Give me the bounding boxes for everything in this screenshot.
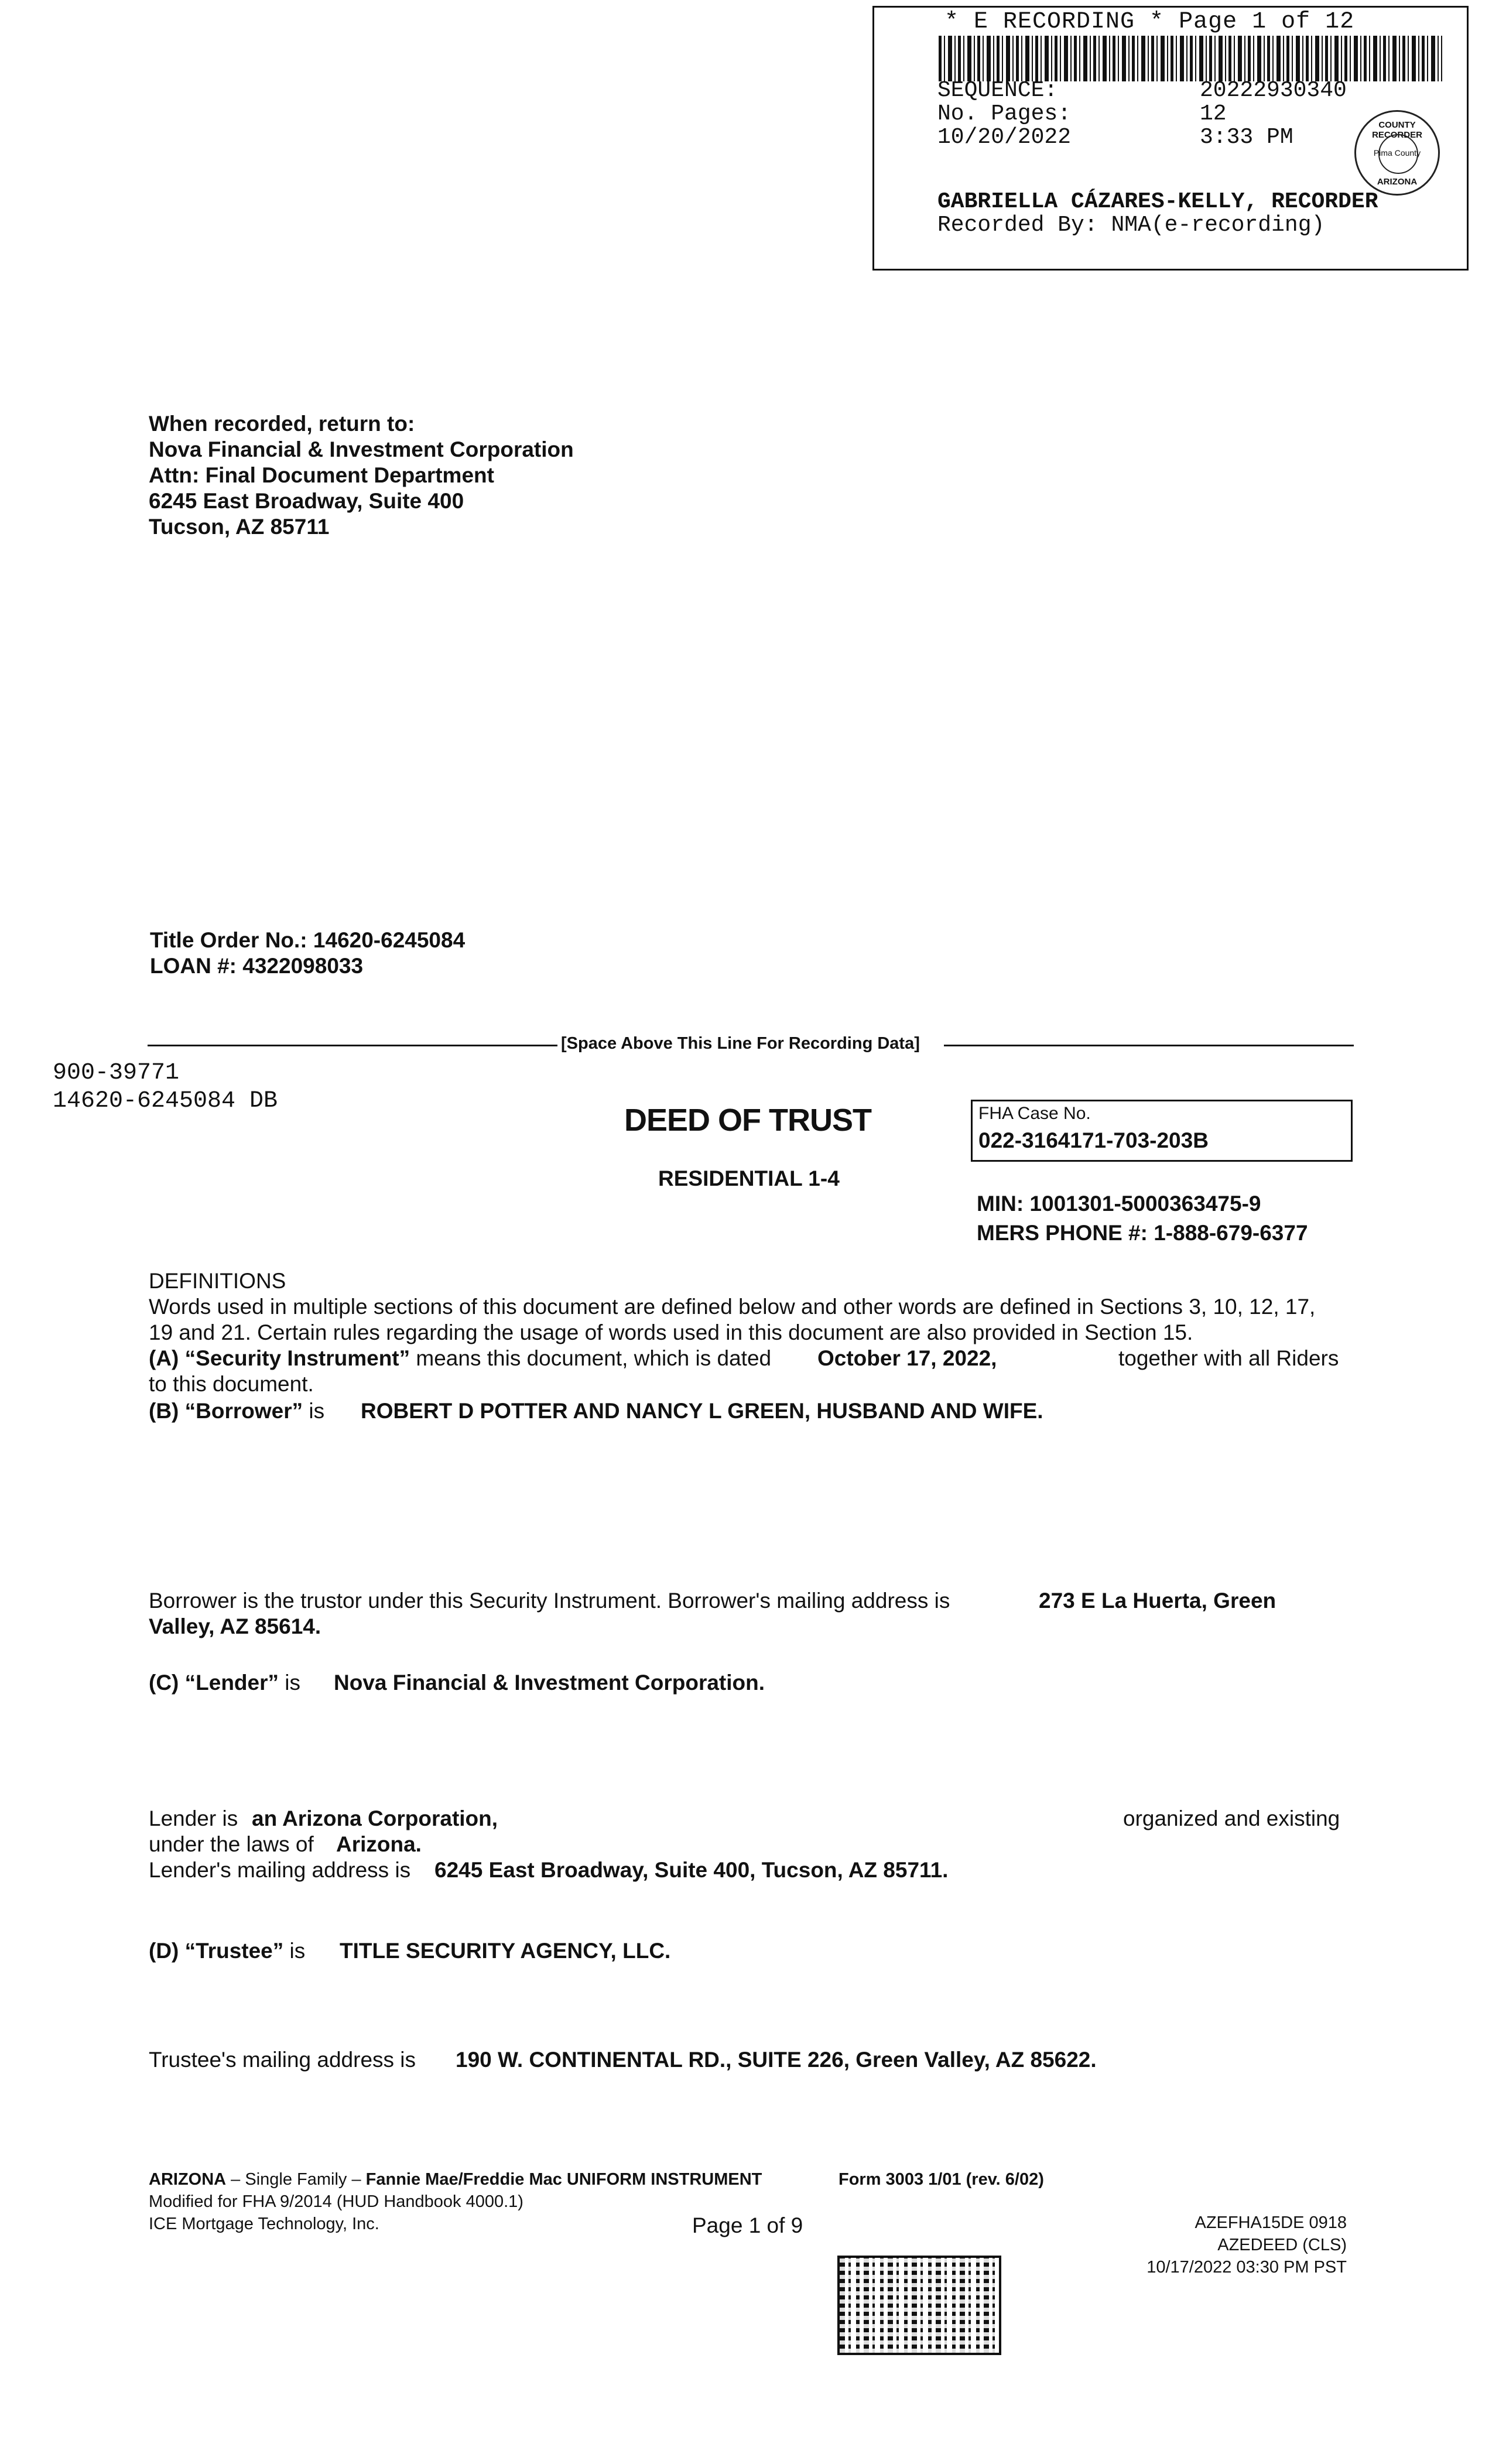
footer-code-1: AZEFHA15DE 0918 xyxy=(1195,2213,1347,2232)
definition-c-line xyxy=(149,1670,300,1696)
footer-line-2: Modified for FHA 9/2014 (HUD Handbook 4000.1) xyxy=(149,2192,523,2211)
organized-existing-text: organized and existing xyxy=(1123,1806,1340,1830)
document-barcode xyxy=(837,2256,1001,2355)
borrower-names: ROBERT D POTTER AND NANCY L GREEN, HUSBAND AND WIFE. xyxy=(361,1399,1043,1423)
footer-form-number: Form 3003 1/01 (rev. 6/02) xyxy=(839,2170,1044,2189)
footer-page-number: Page 1 of 9 xyxy=(692,2213,803,2237)
trustee-name: TITLE SECURITY AGENCY, LLC. xyxy=(340,1939,671,1963)
min-number: MIN: 1001301-5000363475-9 xyxy=(977,1192,1261,1216)
borrower-trustor-text: Borrower is the trustor under this Security Instrument. Borrower's mailing address is xyxy=(149,1589,950,1613)
return-to-line-3: 6245 East Broadway, Suite 400 xyxy=(149,489,464,513)
lender-entity-type: an Arizona Corporation, xyxy=(252,1806,498,1830)
stamp-header: * E RECORDING * Page 1 of 12 xyxy=(944,9,1355,35)
definition-c-label: (C) “Lender” xyxy=(149,1671,279,1695)
lender-mailing-label: Lender's mailing address is xyxy=(149,1858,411,1882)
definition-d-is: is xyxy=(289,1939,306,1963)
recording-stamp xyxy=(872,6,1469,271)
footer-instrument: Fannie Mae/Freddie Mac UNIFORM INSTRUMENT xyxy=(365,2170,762,2189)
footer-code-2: AZEDEED (CLS) xyxy=(1217,2236,1347,2254)
return-to-line-1: Nova Financial & Investment Corporation xyxy=(149,437,574,461)
under-laws-label: under the laws of xyxy=(149,1832,314,1856)
definition-a-tail: together with all Riders xyxy=(1118,1346,1339,1370)
recorded-by: Recorded By: NMA(e-recording) xyxy=(937,213,1325,238)
footer-timestamp: 10/17/2022 03:30 PM PST xyxy=(1147,2258,1347,2277)
sequence-value: 20222930340 xyxy=(1200,78,1347,103)
borrower-address-line-1: 273 E La Huerta, Green xyxy=(1039,1589,1276,1613)
handwritten-note-1: 900-39771 xyxy=(53,1060,180,1086)
definitions-heading: DEFINITIONS xyxy=(149,1269,286,1293)
definition-a-text: means this document, which is dated xyxy=(416,1346,772,1370)
fha-case-label: FHA Case No. xyxy=(978,1104,1091,1123)
definition-a-line xyxy=(149,1346,771,1371)
pages-label: No. Pages: xyxy=(937,101,1072,126)
pages-value: 12 xyxy=(1200,101,1227,126)
seal-bottom-text: ARIZONA xyxy=(1377,177,1418,187)
document-subtitle: RESIDENTIAL 1-4 xyxy=(658,1166,840,1190)
definitions-intro-line-1: Words used in multiple sections of this document are defined below and other words are defined in Sections 3, 10, 12, 17, xyxy=(149,1295,1316,1319)
borrower-address-line-2: Valley, AZ 85614. xyxy=(149,1614,321,1638)
fha-case-value: 022-3164171-703-203B xyxy=(978,1128,1209,1152)
recorder-name: GABRIELLA CÁZARES-KELLY, RECORDER xyxy=(937,189,1378,214)
trustee-mailing-label: Trustee's mailing address is xyxy=(149,2048,416,2072)
lender-is-label: Lender is xyxy=(149,1806,238,1830)
seal-top-text: COUNTY RECORDER xyxy=(1372,120,1422,140)
footer-line-1 xyxy=(149,2170,762,2189)
definition-c-is: is xyxy=(285,1671,301,1695)
sequence-label: SEQUENCE: xyxy=(937,78,1058,103)
definition-d-label: (D) “Trustee” xyxy=(149,1939,284,1963)
lender-mailing-address: 6245 East Broadway, Suite 400, Tucson, AZ 85711. xyxy=(434,1858,949,1882)
handwritten-note-2: 14620-6245084 DB xyxy=(53,1088,278,1114)
recording-date: 10/20/2022 xyxy=(937,125,1072,150)
recording-time: 3:33 PM xyxy=(1200,125,1293,150)
title-order-number: Title Order No.: 14620-6245084 xyxy=(150,928,466,952)
return-to-line-2: Attn: Final Document Department xyxy=(149,463,494,487)
document-title: DEED OF TRUST xyxy=(624,1103,872,1138)
definition-a-line-2: to this document. xyxy=(149,1372,314,1396)
footer-line-3: ICE Mortgage Technology, Inc. xyxy=(149,2215,379,2233)
recording-line-right xyxy=(944,1045,1354,1046)
seal-middle-text: Pima County xyxy=(1373,148,1421,158)
definition-b-line xyxy=(149,1398,324,1424)
footer-state: ARIZONA xyxy=(149,2170,227,2189)
definition-b-label: (B) “Borrower” xyxy=(149,1399,303,1423)
recording-line-left xyxy=(148,1045,557,1046)
definition-b-is: is xyxy=(309,1399,325,1423)
loan-number: LOAN #: 4322098033 xyxy=(150,954,364,978)
definition-a-label: (A) “Security Instrument” xyxy=(149,1346,410,1370)
definition-d-line xyxy=(149,1938,305,1964)
mers-phone: MERS PHONE #: 1-888-679-6377 xyxy=(977,1221,1308,1245)
definitions-intro-line-2: 19 and 21. Certain rules regarding the usage of words used in this document are also provided in Section 15. xyxy=(149,1320,1193,1344)
footer-type: – Single Family – xyxy=(226,2170,366,2189)
lender-name: Nova Financial & Investment Corporation. xyxy=(334,1671,765,1695)
return-to-heading: When recorded, return to: xyxy=(149,412,415,436)
space-above-line-label: [Space Above This Line For Recording Data] xyxy=(561,1034,920,1053)
county-seal xyxy=(1354,110,1440,196)
security-instrument-date: October 17, 2022, xyxy=(817,1346,997,1370)
return-to-line-4: Tucson, AZ 85711 xyxy=(149,515,330,539)
lender-state: Arizona. xyxy=(336,1832,422,1856)
stamp-barcode xyxy=(939,36,1442,81)
trustee-mailing-address: 190 W. CONTINENTAL RD., SUITE 226, Green Valley, AZ 85622. xyxy=(456,2048,1097,2072)
fha-case-box xyxy=(971,1100,1353,1162)
